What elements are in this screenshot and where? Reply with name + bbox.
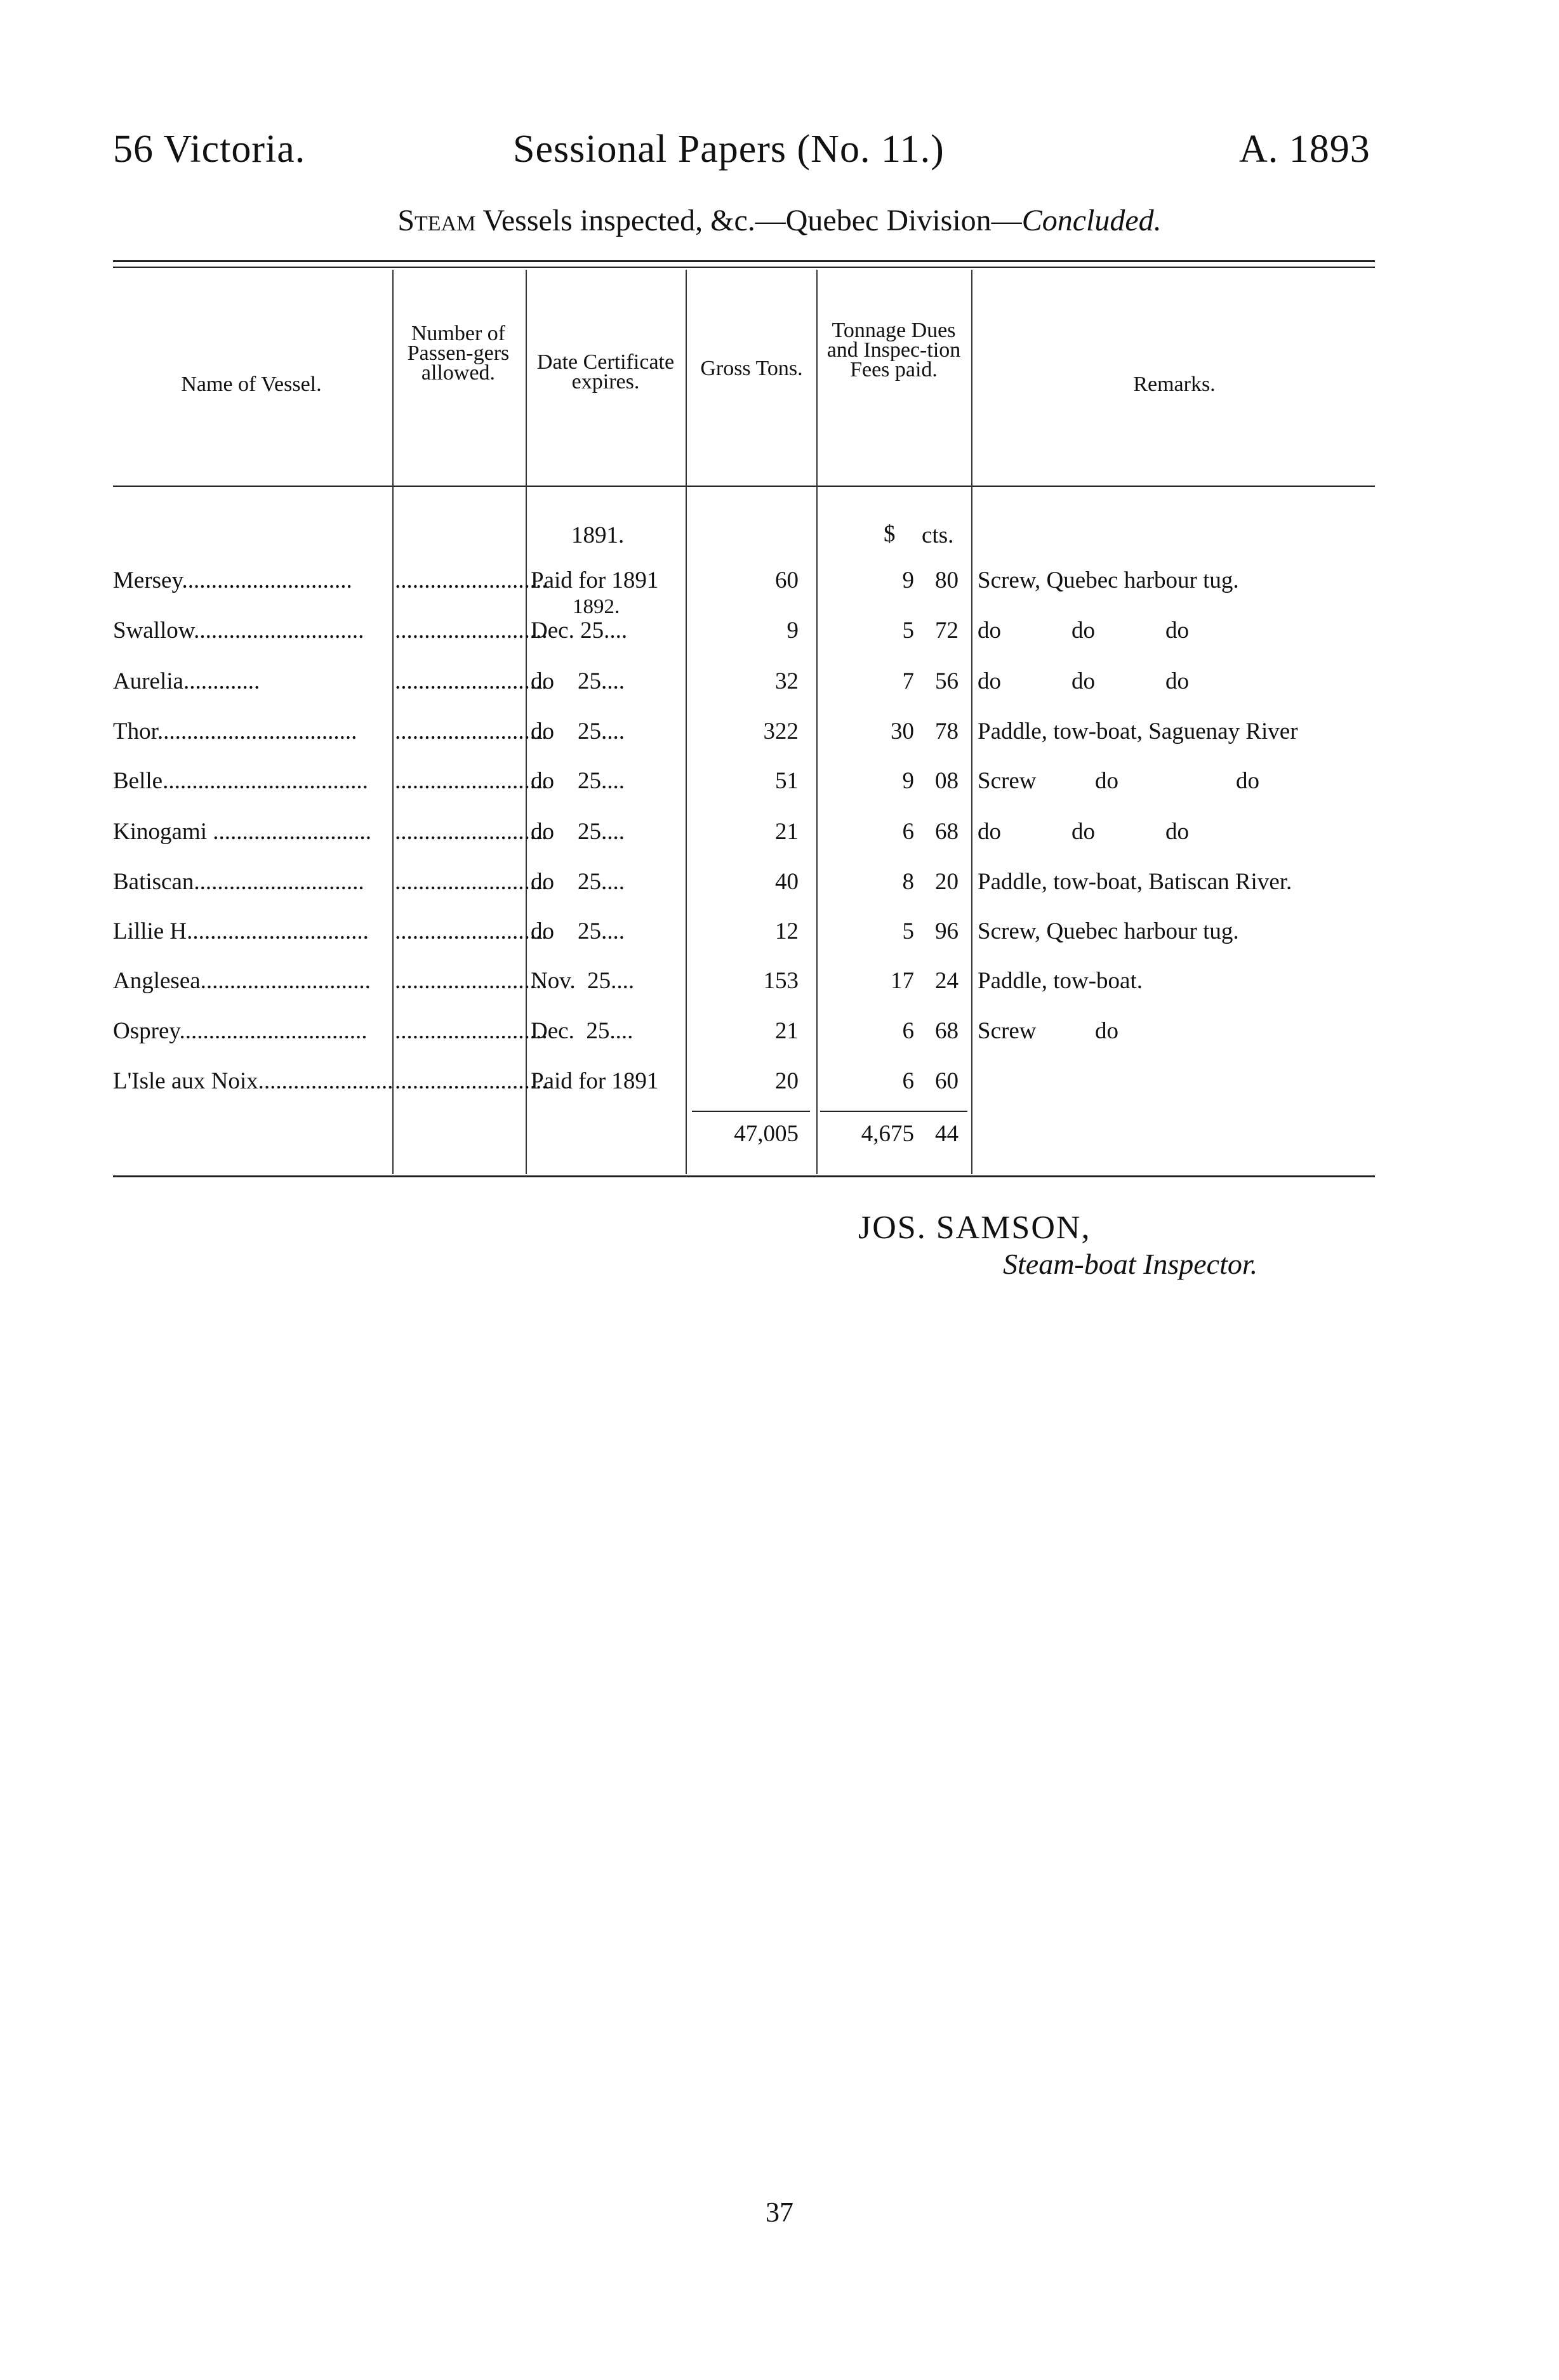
caption-lead: Steam bbox=[397, 204, 476, 237]
inline-year: 1892. bbox=[573, 595, 620, 618]
fees-dollars: 6 bbox=[902, 1068, 914, 1094]
table-row bbox=[0, 718, 1559, 756]
colhead-gross: Gross Tons. bbox=[700, 357, 803, 380]
passengers: .......................... bbox=[395, 567, 548, 593]
subhead-dollar: $ bbox=[884, 521, 896, 547]
fees-cents: 56 bbox=[935, 668, 959, 694]
fees-dollars: 9 bbox=[902, 768, 914, 794]
fees-cents: 24 bbox=[935, 968, 959, 994]
fees-cents: 72 bbox=[935, 618, 959, 644]
passengers: .......................... bbox=[395, 1068, 548, 1094]
remarks: do do do bbox=[978, 819, 1189, 845]
page-number: 37 bbox=[766, 2197, 793, 2228]
vessel-name: Belle................................... bbox=[113, 768, 368, 794]
table-row bbox=[0, 967, 1559, 1005]
fees-cents: 60 bbox=[935, 1068, 959, 1094]
certificate-date: do 25.... bbox=[531, 718, 625, 744]
header-left: 56 Victoria. bbox=[113, 128, 306, 171]
remarks: Paddle, tow-boat, Saguenay River bbox=[978, 718, 1298, 744]
passengers: .......................... bbox=[395, 668, 548, 694]
gross-tons: 9 bbox=[786, 618, 799, 644]
certificate-date: Paid for 1891 bbox=[531, 567, 659, 593]
totals-row bbox=[0, 1120, 1559, 1158]
table-row bbox=[0, 818, 1559, 856]
passengers: .......................... bbox=[395, 618, 548, 644]
remarks: Paddle, tow-boat. bbox=[978, 968, 1143, 994]
total-rule-gross bbox=[692, 1111, 810, 1112]
caption-tail: Concluded. bbox=[1021, 204, 1162, 237]
passengers: .......................... bbox=[395, 869, 548, 895]
gross-tons: 40 bbox=[775, 869, 799, 895]
vessel-name: Kinogami ........................... bbox=[113, 819, 371, 845]
colhead-passengers: Number of Passen-gers allowed. bbox=[407, 322, 510, 385]
colhead-remarks: Remarks. bbox=[1133, 373, 1216, 396]
vessel-name: L'Isle aux Noix....................... bbox=[113, 1068, 394, 1094]
table-row bbox=[0, 868, 1559, 906]
fees-dollars: 30 bbox=[891, 718, 914, 744]
colhead-fees: Tonnage Dues and Inspec-tion Fees paid. bbox=[826, 319, 961, 381]
table-row bbox=[0, 617, 1559, 655]
remarks: Screw, Quebec harbour tug. bbox=[978, 567, 1239, 593]
certificate-date: do 25.... bbox=[531, 819, 625, 845]
table-row bbox=[0, 567, 1559, 605]
top-rule-2 bbox=[113, 267, 1375, 268]
fees-cents: 68 bbox=[935, 819, 959, 845]
table-row bbox=[0, 1017, 1559, 1055]
gross-tons: 32 bbox=[775, 668, 799, 694]
certificate-date: do 25.... bbox=[531, 768, 625, 794]
gross-tons: 153 bbox=[763, 968, 799, 994]
fees-dollars: 6 bbox=[902, 819, 914, 845]
vessel-name: Thor.................................. bbox=[113, 718, 357, 744]
header-center: Sessional Papers (No. 11.) bbox=[513, 128, 945, 171]
colhead-name: Name of Vessel. bbox=[181, 373, 322, 396]
vessel-name: Swallow............................. bbox=[113, 618, 364, 644]
signature-title: Steam-boat Inspector. bbox=[1003, 1248, 1258, 1280]
vessel-name: Anglesea............................. bbox=[113, 968, 371, 994]
top-rule-1 bbox=[113, 260, 1375, 262]
passengers: .......................... bbox=[395, 718, 548, 744]
passengers: .......................... bbox=[395, 968, 548, 994]
table-row bbox=[0, 1068, 1559, 1106]
signature-name: JOS. SAMSON, bbox=[858, 1210, 1091, 1246]
fees-dollars: 17 bbox=[891, 968, 914, 994]
fees-cents: 68 bbox=[935, 1018, 959, 1044]
fees-cents: 08 bbox=[935, 768, 959, 794]
vessel-name: Mersey............................. bbox=[113, 567, 352, 593]
remarks: Paddle, tow-boat, Batiscan River. bbox=[978, 869, 1292, 895]
passengers: .......................... bbox=[395, 918, 548, 944]
total-fees-cents: 44 bbox=[935, 1121, 959, 1147]
certificate-date: Paid for 1891 bbox=[531, 1068, 659, 1094]
passengers: .......................... bbox=[395, 819, 548, 845]
remarks: Screw do do bbox=[978, 768, 1259, 794]
colhead-date: Date Certificate expires. bbox=[536, 350, 675, 393]
passengers: .......................... bbox=[395, 768, 548, 794]
gross-tons: 322 bbox=[763, 718, 799, 744]
fees-dollars: 5 bbox=[902, 918, 914, 944]
gross-tons: 20 bbox=[775, 1068, 799, 1094]
certificate-date: do 25.... bbox=[531, 869, 625, 895]
header-right: A. 1893 bbox=[1239, 128, 1370, 171]
subhead-year: 1891. bbox=[571, 522, 625, 548]
certificate-date: Dec. 25.... bbox=[531, 618, 628, 644]
table-row bbox=[0, 668, 1559, 706]
gross-tons: 51 bbox=[775, 768, 799, 794]
total-rule-fees bbox=[820, 1111, 967, 1112]
gross-tons: 21 bbox=[775, 1018, 799, 1044]
certificate-date: Nov. 25.... bbox=[531, 968, 635, 994]
passengers: .......................... bbox=[395, 1018, 548, 1044]
fees-dollars: 9 bbox=[902, 567, 914, 593]
certificate-date: Dec. 25.... bbox=[531, 1018, 634, 1044]
remarks: Screw do bbox=[978, 1018, 1118, 1044]
subhead-cents: cts. bbox=[922, 522, 954, 548]
remarks: do do do bbox=[978, 668, 1189, 694]
table-caption bbox=[0, 203, 1559, 238]
bottom-rule bbox=[113, 1175, 1375, 1177]
fees-dollars: 7 bbox=[902, 668, 914, 694]
fees-cents: 20 bbox=[935, 869, 959, 895]
vessel-name: Osprey................................ bbox=[113, 1018, 368, 1044]
gross-tons: 21 bbox=[775, 819, 799, 845]
gross-tons: 60 bbox=[775, 567, 799, 593]
gross-tons: 12 bbox=[775, 918, 799, 944]
remarks: do do do bbox=[978, 618, 1189, 644]
table-row bbox=[0, 918, 1559, 956]
vessel-name: Aurelia............. bbox=[113, 668, 260, 694]
vessel-name: Batiscan............................. bbox=[113, 869, 364, 895]
certificate-date: do 25.... bbox=[531, 668, 625, 694]
table-row bbox=[0, 767, 1559, 805]
total-gross-tons: 47,005 bbox=[734, 1121, 799, 1147]
fees-cents: 96 bbox=[935, 918, 959, 944]
fees-dollars: 5 bbox=[902, 618, 914, 644]
head-rule bbox=[113, 486, 1375, 487]
fees-cents: 80 bbox=[935, 567, 959, 593]
vessel-name: Lillie H............................... bbox=[113, 918, 369, 944]
remarks: Screw, Quebec harbour tug. bbox=[978, 918, 1239, 944]
fees-dollars: 6 bbox=[902, 1018, 914, 1044]
fees-cents: 78 bbox=[935, 718, 959, 744]
certificate-date: do 25.... bbox=[531, 918, 625, 944]
caption-rest: Vessels inspected, &c.—Quebec Division— bbox=[482, 204, 1022, 237]
fees-dollars: 8 bbox=[902, 869, 914, 895]
total-fees-dollars: 4,675 bbox=[861, 1121, 914, 1147]
